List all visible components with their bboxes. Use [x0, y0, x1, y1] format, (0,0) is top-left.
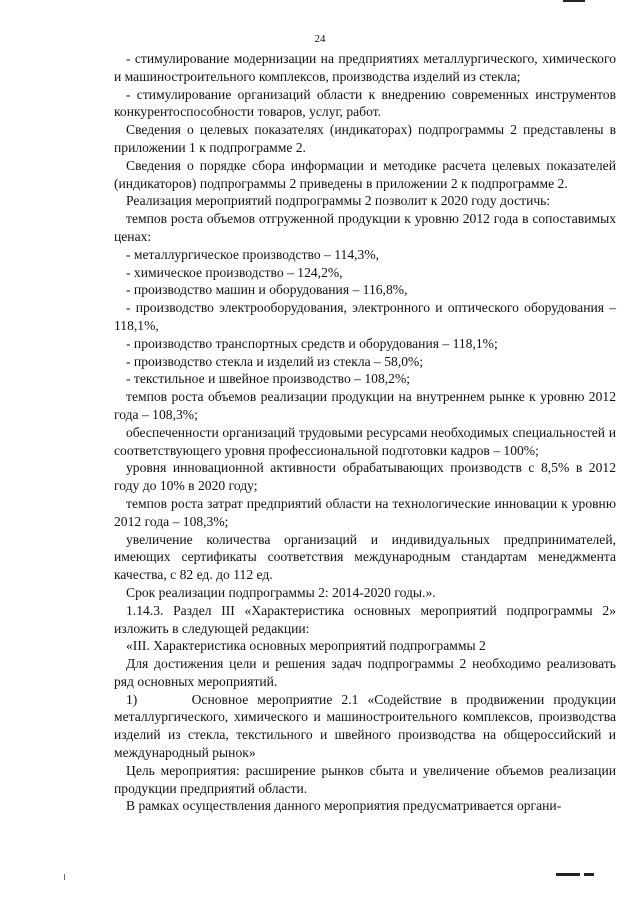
page-number: 24 [314, 33, 326, 45]
scan-mark-left [64, 874, 65, 880]
paragraph: Срок реализации подпрограммы 2: 2014-2020 годы.». [126, 584, 436, 600]
list-item: - металлургическое производство – 114,3%, [126, 246, 380, 262]
paragraph: увеличение количества организаций и индивидуальных предпринимателей, имеющих сертификаты соответствия международным стандартам менеджмента качества, с 82 ед. до 112 ед. [114, 531, 616, 583]
paragraph: Сведения о порядке сбора информации и методике расчета целевых показателей (индикаторов) подпрограммы 2 приведены в приложении 2 к подпрограмме 2. [114, 157, 616, 191]
paragraph: темпов роста объемов отгруженной продукции к уровню 2012 года в сопоставимых ценах: [114, 211, 616, 244]
paragraph: Для достижения цели и решения задач подпрограммы 2 необходимо реализовать ряд основных мероприятий. [114, 656, 616, 689]
list-item: - производство стекла и изделий из стекла – 58,0%; [126, 353, 424, 369]
numbered-item: 1) Основное мероприятие 2.1 «Содействие в продвижении продукции металлургического, химического и машиностроительного комплексов, производства изделий из стекла, текстильного и швейного производства на общероссийский и международный рынок» [114, 691, 620, 761]
paragraph: темпов роста объемов реализации продукции на внутреннем рынке к уровню 2012 года – 108,3%; [114, 389, 616, 422]
paragraph: - стимулирование модернизации на предприятиях металлургического, химического и машиностроительного комплексов, производства изделий из стекла; [114, 51, 616, 84]
scan-mark-bottom-small [584, 873, 594, 876]
scan-mark-bottom [556, 873, 580, 876]
list-item: - производство транспортных средств и оборудования – 118,1%; [126, 335, 498, 351]
paragraph: Цель мероприятия: расширение рынков сбыта и увеличение объемов реализации продукции предприятий области. [114, 762, 616, 796]
paragraph: Реализация мероприятий подпрограммы 2 позволит к 2020 году достичь: [126, 193, 551, 209]
paragraph: 1.14.3. Раздел III «Характеристика основных мероприятий подпрограммы 2» изложить в следующей редакции: [114, 602, 616, 636]
list-item: - производство электрооборудования, электронного и оптического оборудования – 118,1%, [114, 300, 616, 333]
paragraph: В рамках осуществления данного мероприятия предусматривается органи- [126, 798, 562, 814]
paragraph: - стимулирование организаций области к внедрению современных инструментов конкурентоспособности товаров, услуг, работ. [114, 86, 616, 120]
section-heading: «III. Характеристика основных мероприятий подпрограммы 2 [126, 638, 486, 654]
paragraph: уровня инновационной активности обрабатывающих производств с 8,5% в 2012 году до 10% в 2020 году; [114, 460, 616, 494]
document-body [114, 50, 620, 815]
list-item: - химическое производство – 124,2%, [126, 264, 343, 280]
paragraph: темпов роста затрат предприятий области на технологические инновации к уровню 2012 года – 108,3%; [114, 495, 616, 529]
paragraph: обеспеченности организаций трудовыми ресурсами необходимых специальностей и соответствующего уровня профессиональной подготовки кадров – 100%; [114, 424, 616, 458]
paragraph: Сведения о целевых показателях (индикаторах) подпрограммы 2 представлены в приложении 1 к подпрограмме 2. [114, 122, 616, 155]
list-item: - производство машин и оборудования – 116,8%, [126, 282, 408, 298]
scan-mark-top [563, 0, 585, 2]
list-item: - текстильное и швейное производство – 108,2%; [126, 371, 411, 387]
